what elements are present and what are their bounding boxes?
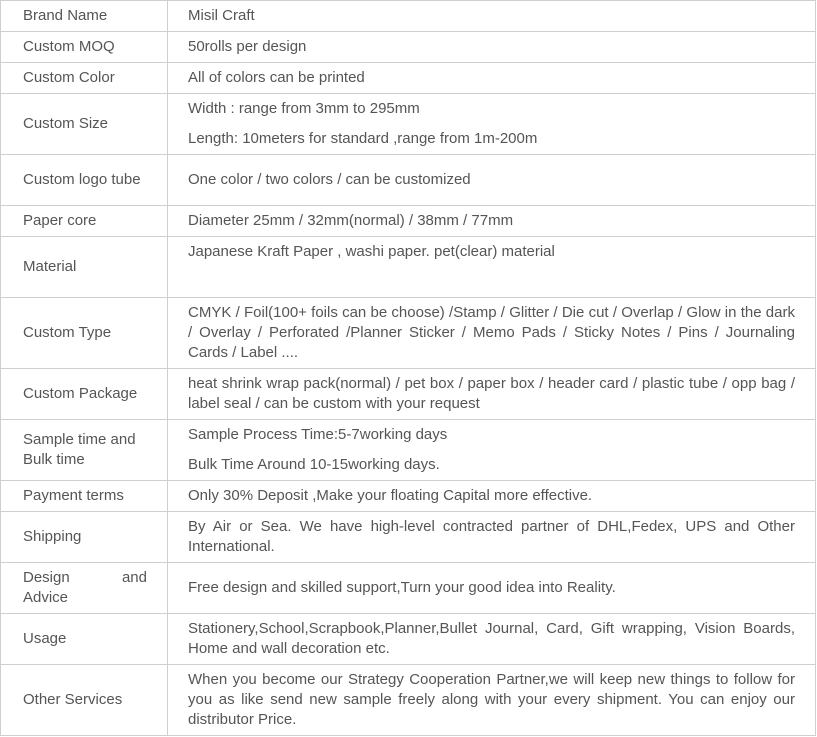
row-label: Custom Package [1, 369, 168, 420]
row-label: Custom logo tube [1, 155, 168, 206]
row-value [168, 32, 816, 63]
row-value [168, 1, 816, 32]
value-line: Length: 10meters for standard ,range from 1m-200m [188, 130, 538, 147]
value-line: Width : range from 3mm to 295mm [188, 100, 420, 117]
row-value [168, 512, 816, 563]
table-row [1, 155, 816, 206]
table-row [1, 32, 816, 63]
row-label: Design and Advice [1, 563, 168, 614]
table-row [1, 206, 816, 237]
row-label: Material [1, 237, 168, 298]
value-line: 50rolls per design [188, 38, 307, 55]
value-line: All of colors can be printed [188, 69, 365, 86]
row-label: Payment terms [1, 481, 168, 512]
row-label: Custom Size [1, 94, 168, 155]
row-value [168, 420, 816, 481]
row-value [168, 94, 816, 155]
value-line: CMYK / Foil(100+ foils can be choose) /Stamp / Glitter / Die cut / Overlap / Glow in the dark / Overlay / Perforated /Planner Sticker / Memo Pads / Sticky Notes / Pins / Journaling Cards / Label .... [188, 304, 795, 361]
table-row [1, 94, 816, 155]
table-row [1, 563, 816, 614]
value-line: Stationery,School,Scrapbook,Planner,Bullet Journal, Card, Gift wrapping, Vision Boards, Home and wall decoration etc. [188, 620, 795, 657]
value-line: Diameter 25mm / 32mm(normal) / 38mm / 77mm [188, 212, 514, 229]
row-label: Brand Name [1, 1, 168, 32]
table-row [1, 1, 816, 32]
row-value [168, 237, 816, 298]
table-row [1, 420, 816, 481]
row-label: Custom Color [1, 63, 168, 94]
row-label: Shipping [1, 512, 168, 563]
row-label: Custom Type [1, 298, 168, 369]
value-line: Sample Process Time:5-7working days [188, 426, 448, 443]
row-value [168, 665, 816, 736]
value-line: Japanese Kraft Paper , washi paper. pet(clear) material [188, 243, 555, 260]
table-row [1, 512, 816, 563]
value-line: Misil Craft [188, 7, 255, 24]
table-row [1, 237, 816, 298]
row-value [168, 206, 816, 237]
row-label: Usage [1, 614, 168, 665]
row-label: Other Services [1, 665, 168, 736]
row-value [168, 614, 816, 665]
table-row [1, 63, 816, 94]
table-row [1, 614, 816, 665]
row-label: Custom MOQ [1, 32, 168, 63]
row-label: Paper core [1, 206, 168, 237]
table-row [1, 298, 816, 369]
value-line: When you become our Strategy Cooperation Partner,we will keep new things to follow for you as like send new sample freely along with your every shipment. You can enjoy our distributor Price. [188, 671, 795, 728]
value-line: heat shrink wrap pack(normal) / pet box / paper box / header card / plastic tube / opp bag / label seal / can be custom with your request [188, 375, 795, 412]
table-row [1, 369, 816, 420]
row-value [168, 563, 816, 614]
row-value [168, 155, 816, 206]
value-line: By Air or Sea. We have high-level contracted partner of DHL,Fedex, UPS and Other International. [188, 518, 795, 555]
row-value [168, 369, 816, 420]
row-value [168, 63, 816, 94]
table-row [1, 665, 816, 736]
value-line: Only 30% Deposit ,Make your floating Capital more effective. [188, 487, 593, 504]
value-line: Free design and skilled support,Turn your good idea into Reality. [188, 579, 616, 596]
value-line: Bulk Time Around 10-15working days. [188, 456, 440, 473]
row-value [168, 481, 816, 512]
row-value [168, 298, 816, 369]
row-label: Sample time and Bulk time [1, 420, 168, 481]
table-row [1, 481, 816, 512]
value-line: One color / two colors / can be customized [188, 171, 471, 188]
